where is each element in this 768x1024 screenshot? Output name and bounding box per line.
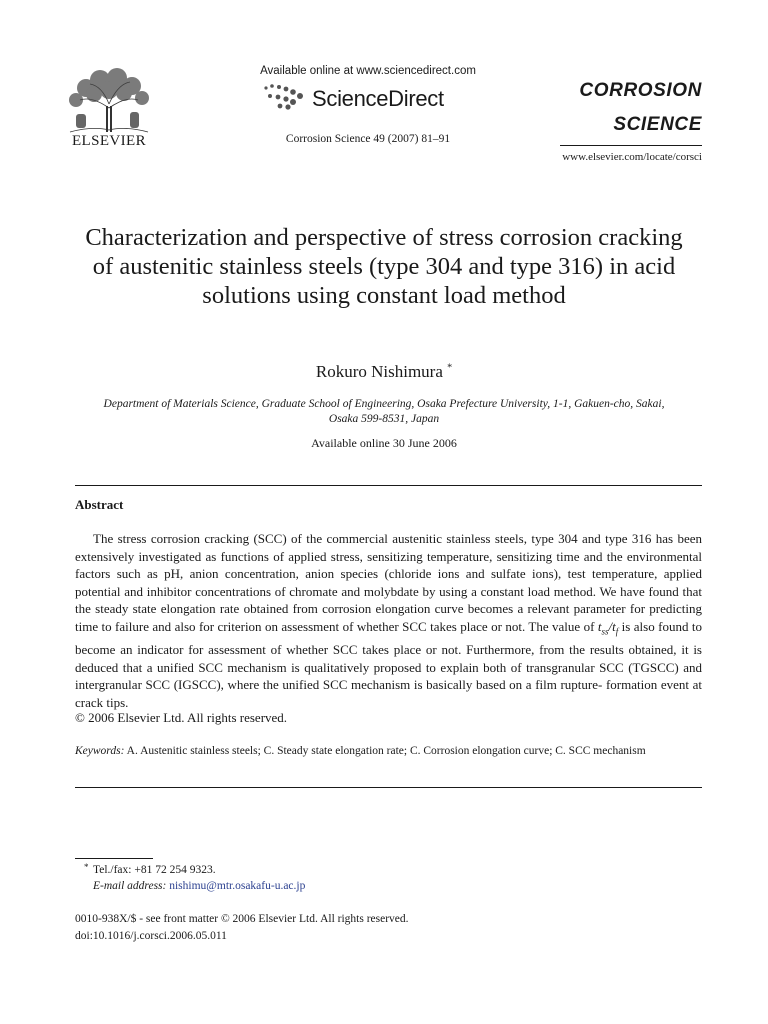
publisher-name: ELSEVIER bbox=[71, 133, 147, 149]
math-t-ss: $t_{ss}/t_f$ bbox=[597, 618, 619, 637]
divider-below-keywords bbox=[75, 787, 702, 788]
author-name bbox=[74, 362, 694, 382]
available-online-date: Available online 30 June 2006 bbox=[311, 436, 457, 450]
abstract-heading: Abstract bbox=[75, 497, 124, 512]
header-rule-right bbox=[560, 145, 702, 146]
available-online-link[interactable]: Available online at www.sciencedirect.com bbox=[260, 65, 476, 77]
author-affiliation: Department of Materials Science, Graduate School of Engineering, Osaka Prefecture University, 1-1, Gakuen-cho, Sakai, Osaka 599-8531, Japan bbox=[103, 398, 665, 425]
keywords-label: Keywords: bbox=[75, 745, 125, 757]
abstract-body bbox=[75, 530, 702, 712]
abstract-text-part1: The stress corrosion cracking (SCC) of the commercial austenitic stainless steels, type 304 and type 316 has been extensively investigated as functions of applied stress, sensitizing temperature, sensitizing time and the environmental factors such as pH, anion concentration, anion species (chloride ions and sulfate ions), test temperature, applied potential and inhibitor concentrations of chromate and molybdate by using a constant load method. We have found that the steady state elongation rate obtained from corrosion elongation curve becomes a relevant parameter for predicting time to failure and also for criterion on assessment of whether SCC takes place or not. The value of bbox=[75, 531, 702, 634]
abstract-text-part2: is also found to become an indicator for assessment of whether SCC takes place or not. Furthermore, from the results obtained, it is deduced that a unified SCC mechanism is qualitatively proposed to explain both of transgranular SCC (TGSCC) and intergranular SCC (IGSCC), where the unified SCC mechanism is basically based on a film rupture- formation event at crack tips. bbox=[75, 618, 702, 710]
front-matter-notice: 0010-938X/$ - see front matter © 2006 Elsevier Ltd. All rights reserved. bbox=[75, 913, 409, 925]
journal-name-line1: CORROSION bbox=[579, 80, 702, 101]
divider-above-abstract bbox=[75, 485, 702, 486]
author-footnote-mark[interactable]: * bbox=[447, 362, 453, 374]
email-label: E-mail address: bbox=[93, 880, 167, 892]
abstract-copyright: © 2006 Elsevier Ltd. All rights reserved. bbox=[75, 710, 288, 725]
footnote-mark: * bbox=[84, 862, 89, 872]
footnote-rule bbox=[75, 858, 153, 859]
journal-name-line2: SCIENCE bbox=[613, 114, 702, 135]
footnote-email bbox=[93, 880, 305, 892]
sciencedirect-wordmark: ScienceDirect bbox=[312, 86, 444, 111]
footnote-telephone: Tel./fax: +81 72 254 9323. bbox=[93, 864, 216, 876]
email-link[interactable]: nishimu@mtr.osakafu-u.ac.jp bbox=[169, 880, 306, 892]
journal-url-link[interactable]: www.elsevier.com/locate/corsci bbox=[562, 151, 702, 163]
keywords-text: A. Austenitic stainless steels; C. Steady state elongation rate; C. Corrosion elongation curve; C. SCC mechanism bbox=[124, 745, 646, 757]
doi-link[interactable]: doi:10.1016/j.corsci.2006.05.011 bbox=[75, 930, 227, 942]
sciencedirect-dots-icon bbox=[262, 82, 306, 110]
journal-citation: Corrosion Science 49 (2007) 81–91 bbox=[285, 133, 451, 145]
author-name-text: Rokuro Nishimura bbox=[315, 362, 443, 381]
keywords bbox=[75, 744, 702, 760]
paper-title: Characterization and perspective of stress corrosion cracking of austenitic stainless steels (type 304 and type 316) in acid solutions using constant load method bbox=[85, 224, 683, 309]
